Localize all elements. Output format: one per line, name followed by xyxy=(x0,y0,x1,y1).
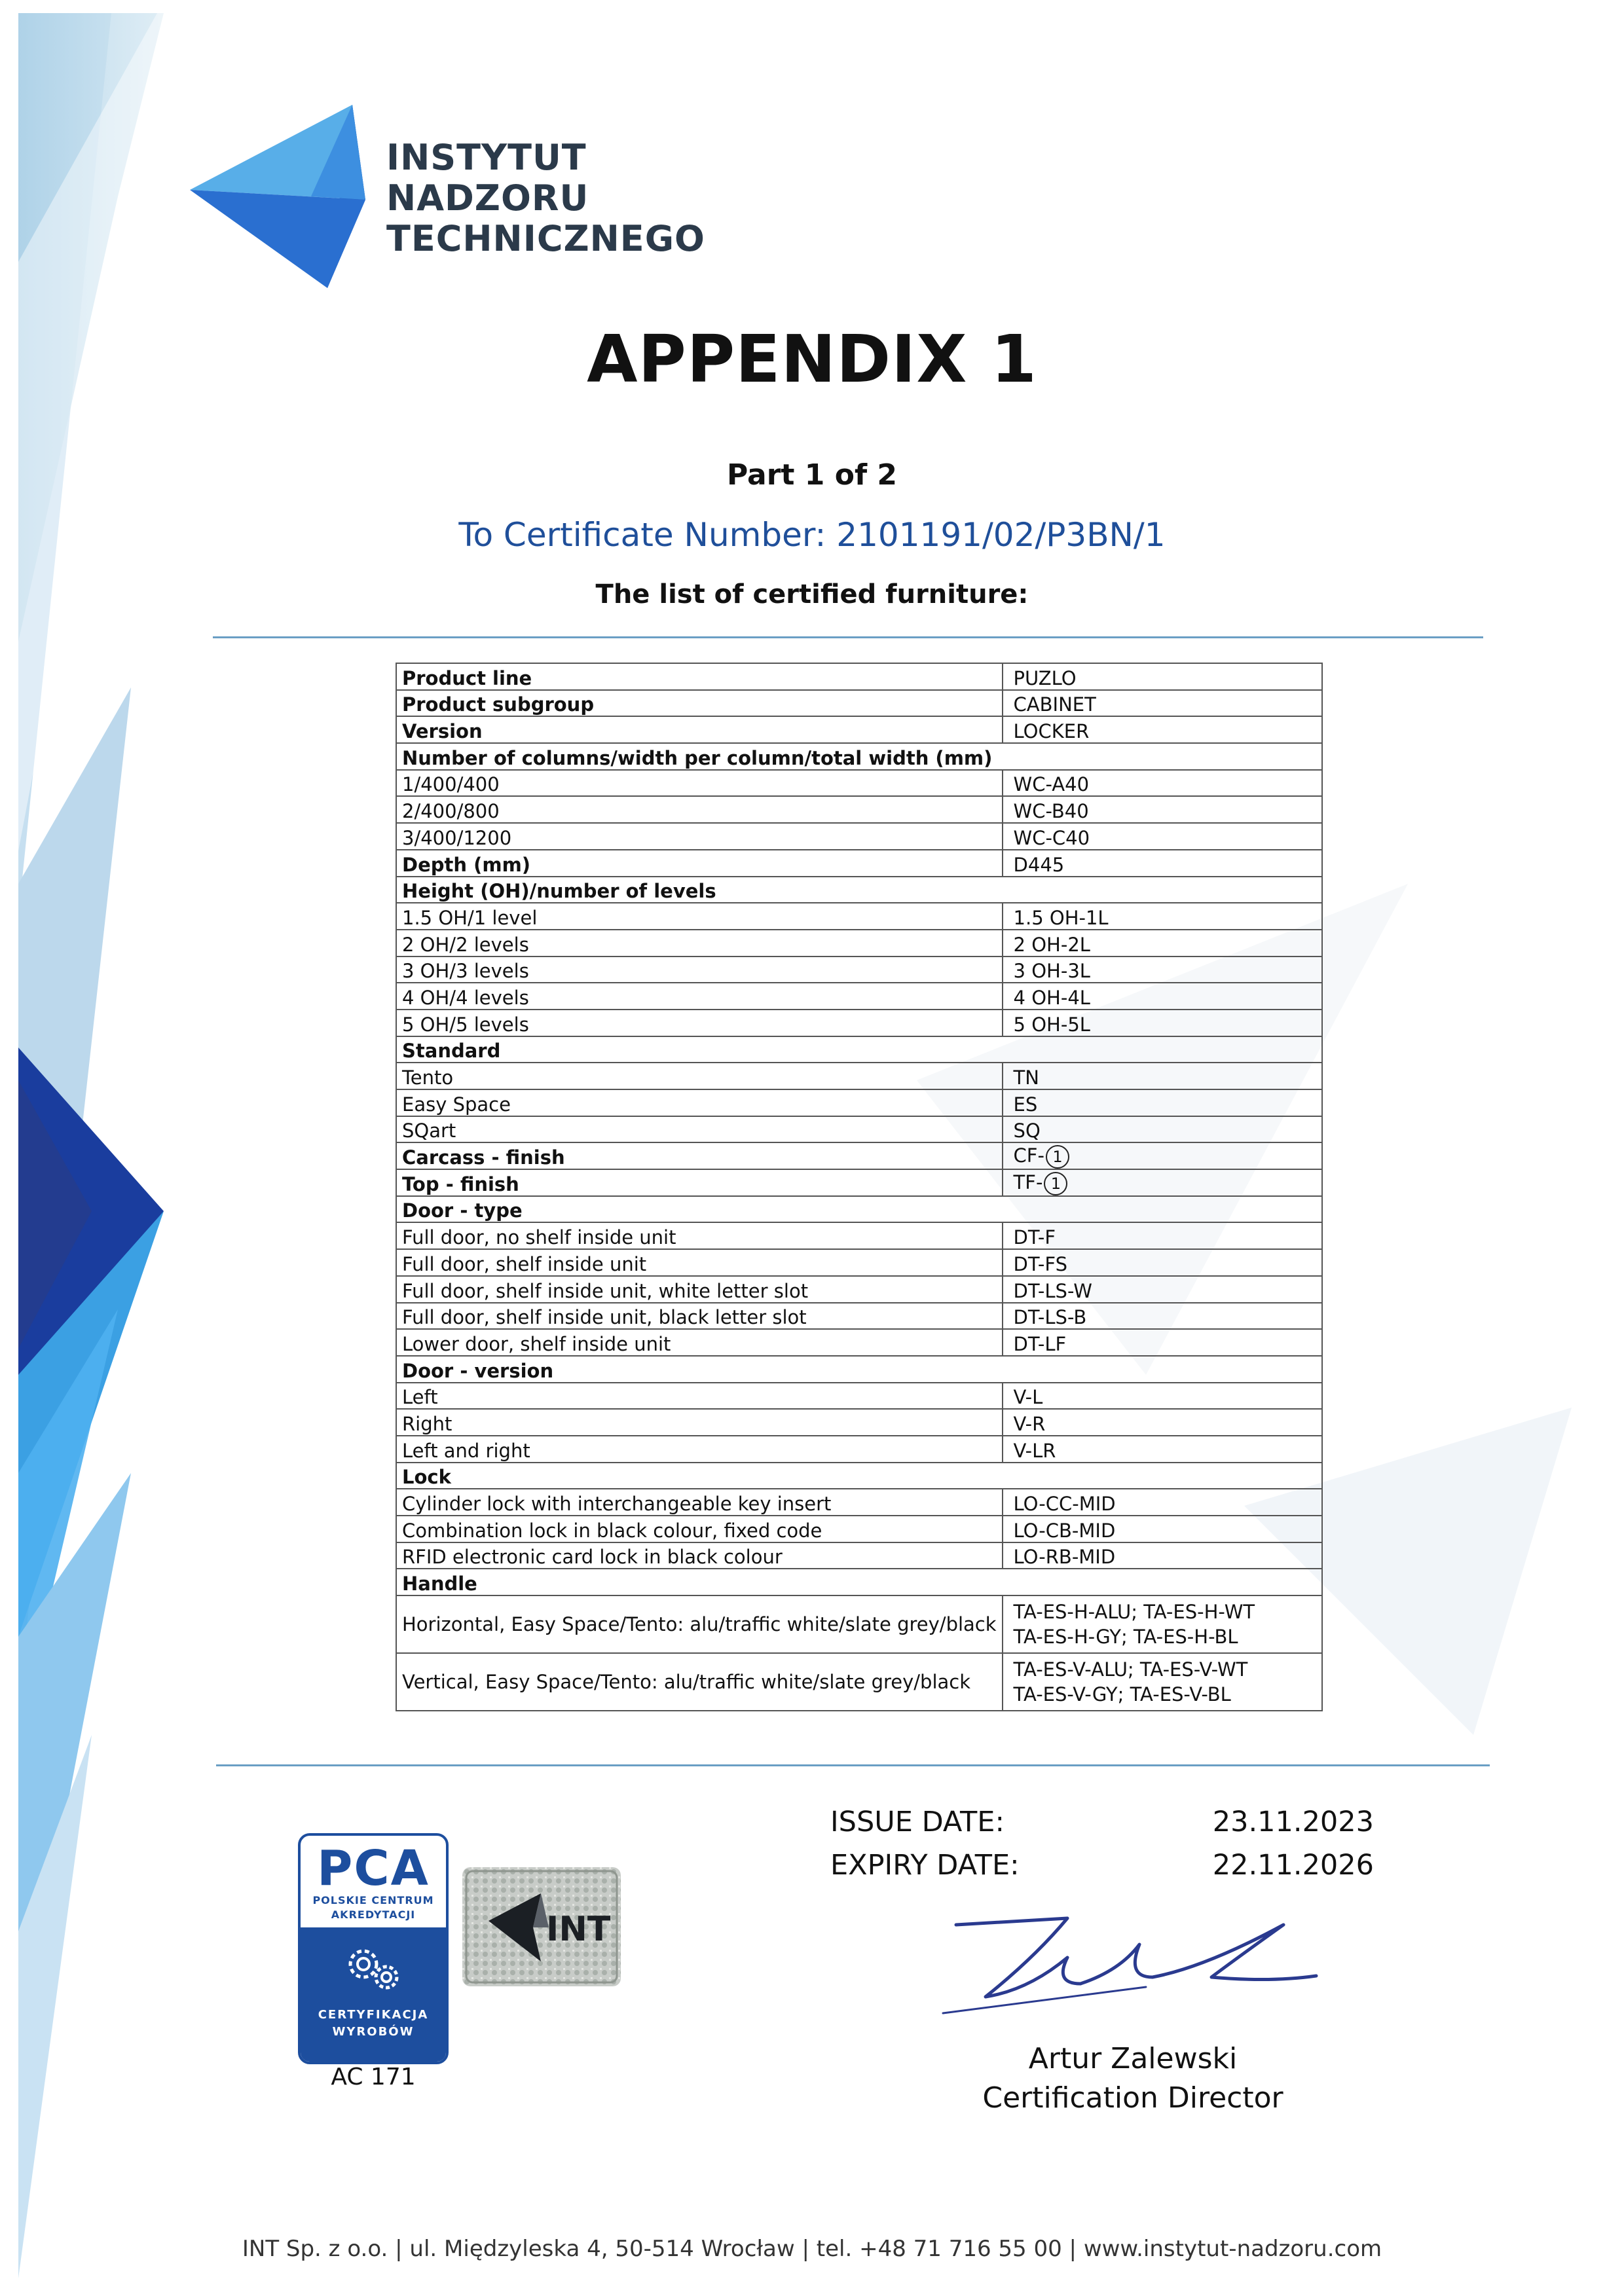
table-section-row xyxy=(396,1196,1322,1223)
table-section-row xyxy=(396,1036,1322,1063)
pca-org-line2: AKREDYTACJI xyxy=(331,1908,416,1921)
code-text: PUZLO xyxy=(1013,666,1077,689)
code-text: CF- xyxy=(1013,1144,1044,1167)
code-text: 2 OH-2L xyxy=(1013,933,1090,956)
code-text: WC-A40 xyxy=(1013,773,1090,796)
pca-org-line1: POLSKIE CENTRUM xyxy=(312,1894,434,1906)
table-row xyxy=(396,983,1322,1010)
table-row xyxy=(396,957,1322,983)
pca-accreditation-badge xyxy=(298,1833,449,2064)
row-code xyxy=(1003,1010,1322,1036)
row-label: Product subgroup xyxy=(396,690,1003,717)
code-text-line2: TA-ES-H-GY; TA-ES-H-BL xyxy=(1013,1626,1238,1649)
code-text: 1.5 OH-1L xyxy=(1013,906,1109,929)
table-row xyxy=(396,823,1322,850)
row-code xyxy=(1003,1653,1322,1711)
code-text: SQ xyxy=(1013,1120,1041,1142)
row-label: Tento xyxy=(396,1063,1003,1089)
part-label: Part 1 of 2 xyxy=(726,458,898,492)
row-label: 1.5 OH/1 level xyxy=(396,903,1003,930)
row-label: Carcass - finish xyxy=(396,1142,1003,1169)
code-text: 3 OH-3L xyxy=(1013,960,1090,983)
section-label: Door - type xyxy=(396,1196,1322,1223)
row-code xyxy=(1003,1142,1322,1169)
code-text: D445 xyxy=(1013,853,1065,876)
expiry-date-value: 22.11.2026 xyxy=(1212,1849,1374,1882)
certified-furniture-table xyxy=(396,663,1323,1711)
expiry-date-row xyxy=(830,1844,1374,1887)
row-code xyxy=(1003,1542,1322,1569)
row-label: Product line xyxy=(396,663,1003,690)
code-text: DT-LS-B xyxy=(1013,1306,1087,1329)
table-row xyxy=(396,1063,1322,1089)
row-code xyxy=(1003,930,1322,957)
row-label: Horizontal, Easy Space/Tento: alu/traffic white/slate grey/black xyxy=(396,1595,1003,1653)
row-code xyxy=(1003,796,1322,823)
table-section-row xyxy=(396,1356,1322,1383)
code-text: WC-C40 xyxy=(1013,826,1090,849)
section-label: Handle xyxy=(396,1569,1322,1595)
code-text: ES xyxy=(1013,1093,1038,1116)
table-row xyxy=(396,1303,1322,1330)
code-text: TN xyxy=(1013,1066,1039,1089)
table-row xyxy=(396,1329,1322,1356)
row-label: 3 OH/3 levels xyxy=(396,957,1003,983)
row-label: Left xyxy=(396,1383,1003,1410)
row-label: 3/400/1200 xyxy=(396,823,1003,850)
row-code xyxy=(1003,850,1322,877)
table-row xyxy=(396,1516,1322,1542)
triangle-logo-icon xyxy=(190,105,386,295)
table-row xyxy=(396,1542,1322,1569)
row-code xyxy=(1003,823,1322,850)
code-text: LO-RB-MID xyxy=(1013,1546,1116,1569)
section-label: Lock xyxy=(396,1463,1322,1489)
row-code xyxy=(1003,957,1322,983)
row-code xyxy=(1003,1276,1322,1303)
row-code xyxy=(1003,1595,1322,1653)
table-row xyxy=(396,1595,1322,1653)
row-code xyxy=(1003,1436,1322,1463)
institute-logo xyxy=(190,105,727,295)
row-code xyxy=(1003,1409,1322,1436)
table-row xyxy=(396,1089,1322,1116)
row-label: 2 OH/2 levels xyxy=(396,930,1003,957)
row-label: Right xyxy=(396,1409,1003,1436)
code-text: V-L xyxy=(1013,1386,1043,1409)
code-text-line2: TA-ES-V-GY; TA-ES-V-BL xyxy=(1013,1683,1231,1706)
certificate-number: To Certificate Number: 2101191/02/P3BN/1 xyxy=(458,516,1166,554)
validity-dates xyxy=(830,1800,1374,1887)
code-text: TF- xyxy=(1013,1171,1043,1194)
row-label: Top - finish xyxy=(396,1169,1003,1196)
table-row xyxy=(396,663,1322,690)
handwritten-signature xyxy=(930,1899,1349,2016)
top-divider xyxy=(213,636,1483,638)
section-label: Door - version xyxy=(396,1356,1322,1383)
table-row xyxy=(396,1383,1322,1410)
table-section-row xyxy=(396,743,1322,770)
table-row xyxy=(396,930,1322,957)
row-label: SQart xyxy=(396,1116,1003,1143)
bottom-divider xyxy=(216,1764,1490,1766)
row-code xyxy=(1003,770,1322,797)
row-label: Depth (mm) xyxy=(396,850,1003,877)
table-row xyxy=(396,1489,1322,1516)
code-text: TA-ES-V-ALU; TA-ES-V-WT xyxy=(1013,1658,1248,1681)
issue-date-label: ISSUE DATE: xyxy=(830,1806,1005,1838)
row-label: Full door, shelf inside unit, black letter slot xyxy=(396,1303,1003,1330)
signatory-name: Artur Zalewski xyxy=(1028,2042,1238,2075)
section-label: Standard xyxy=(396,1036,1322,1063)
pca-cert-line2: WYROBÓW xyxy=(332,2025,415,2039)
code-text: DT-FS xyxy=(1013,1252,1067,1275)
row-code xyxy=(1003,1383,1322,1410)
table-row xyxy=(396,690,1322,717)
row-code xyxy=(1003,1489,1322,1516)
table-row xyxy=(396,1222,1322,1249)
code-text: 5 OH-5L xyxy=(1013,1013,1090,1036)
row-code xyxy=(1003,1116,1322,1143)
code-text: LOCKER xyxy=(1013,720,1090,743)
table-section-row xyxy=(396,1463,1322,1489)
gears-icon xyxy=(334,1939,413,1998)
signatory-role: Certification Director xyxy=(982,2081,1283,2115)
pca-logo: PCA xyxy=(317,1840,430,1897)
row-label: Cylinder lock with interchangeable key insert xyxy=(396,1489,1003,1516)
table-section-row xyxy=(396,877,1322,903)
row-label: Easy Space xyxy=(396,1089,1003,1116)
row-label: RFID electronic card lock in black colour xyxy=(396,1542,1003,1569)
table-row xyxy=(396,850,1322,877)
issue-date-row xyxy=(830,1800,1374,1844)
row-code xyxy=(1003,663,1322,690)
row-code xyxy=(1003,716,1322,743)
row-code xyxy=(1003,1516,1322,1542)
table-row xyxy=(396,903,1322,930)
code-text: TA-ES-H-ALU; TA-ES-H-WT xyxy=(1013,1601,1255,1624)
code-text: CABINET xyxy=(1013,693,1096,716)
code-text: V-R xyxy=(1013,1412,1046,1435)
row-code xyxy=(1003,690,1322,717)
row-label: Full door, shelf inside unit xyxy=(396,1249,1003,1276)
footer-contact: INT Sp. z o.o. | ul. Międzyleska 4, 50-514 Wrocław | tel. +48 71 716 55 00 | www.instytut-nadzoru.com xyxy=(242,2236,1382,2262)
code-text: V-LR xyxy=(1013,1439,1056,1462)
row-label: Full door, shelf inside unit, white letter slot xyxy=(396,1276,1003,1303)
hologram-text: INT xyxy=(546,1910,611,1949)
row-code xyxy=(1003,1249,1322,1276)
row-label: 2/400/800 xyxy=(396,796,1003,823)
table-row xyxy=(396,1010,1322,1036)
table-row xyxy=(396,1249,1322,1276)
table-row xyxy=(396,796,1322,823)
row-code xyxy=(1003,1063,1322,1089)
list-title: The list of certified furniture: xyxy=(595,579,1029,610)
table-row xyxy=(396,1276,1322,1303)
row-code xyxy=(1003,1169,1322,1196)
code-text: DT-F xyxy=(1013,1226,1056,1249)
table-row xyxy=(396,1436,1322,1463)
table-row xyxy=(396,1116,1322,1143)
row-label: Vertical, Easy Space/Tento: alu/traffic white/slate grey/black xyxy=(396,1653,1003,1711)
expiry-date-label: EXPIRY DATE: xyxy=(830,1849,1020,1882)
code-text: WC-B40 xyxy=(1013,800,1089,823)
row-label: Full door, no shelf inside unit xyxy=(396,1222,1003,1249)
circled-number: 1 xyxy=(1046,1145,1069,1169)
row-code xyxy=(1003,1329,1322,1356)
row-code xyxy=(1003,1089,1322,1116)
table-row xyxy=(396,716,1322,743)
row-label: 4 OH/4 levels xyxy=(396,983,1003,1010)
circled-number: 1 xyxy=(1044,1172,1067,1195)
table-row xyxy=(396,1142,1322,1169)
accreditation-number: AC 171 xyxy=(331,2064,416,2090)
code-text: LO-CB-MID xyxy=(1013,1519,1116,1542)
row-label: 5 OH/5 levels xyxy=(396,1010,1003,1036)
code-text: DT-LS-W xyxy=(1013,1279,1092,1302)
row-code xyxy=(1003,903,1322,930)
section-label: Height (OH)/number of levels xyxy=(396,877,1322,903)
table-row xyxy=(396,1653,1322,1711)
signatory xyxy=(930,2039,1336,2118)
table-row xyxy=(396,770,1322,797)
code-text: LO-CC-MID xyxy=(1013,1493,1116,1515)
table-row xyxy=(396,1169,1322,1196)
table-section-row xyxy=(396,1569,1322,1595)
row-code xyxy=(1003,1222,1322,1249)
row-label: 1/400/400 xyxy=(396,770,1003,797)
issue-date-value: 23.11.2023 xyxy=(1212,1806,1374,1838)
logo-wordmark: INSTYTUT NADZORU TECHNICZNEGO xyxy=(386,137,705,259)
code-text: DT-LF xyxy=(1013,1332,1067,1355)
row-code xyxy=(1003,983,1322,1010)
row-code xyxy=(1003,1303,1322,1330)
row-label: Left and right xyxy=(396,1436,1003,1463)
pca-cert-line1: CERTYFIKACJA xyxy=(318,2008,429,2022)
table-row xyxy=(396,1409,1322,1436)
document-title: APPENDIX 1 xyxy=(587,321,1037,397)
section-label: Number of columns/width per column/total width (mm) xyxy=(396,743,1322,770)
hologram-seal xyxy=(462,1867,621,1986)
row-label: Version xyxy=(396,716,1003,743)
row-label: Lower door, shelf inside unit xyxy=(396,1329,1003,1356)
row-label: Combination lock in black colour, fixed code xyxy=(396,1516,1003,1542)
code-text: 4 OH-4L xyxy=(1013,986,1090,1009)
